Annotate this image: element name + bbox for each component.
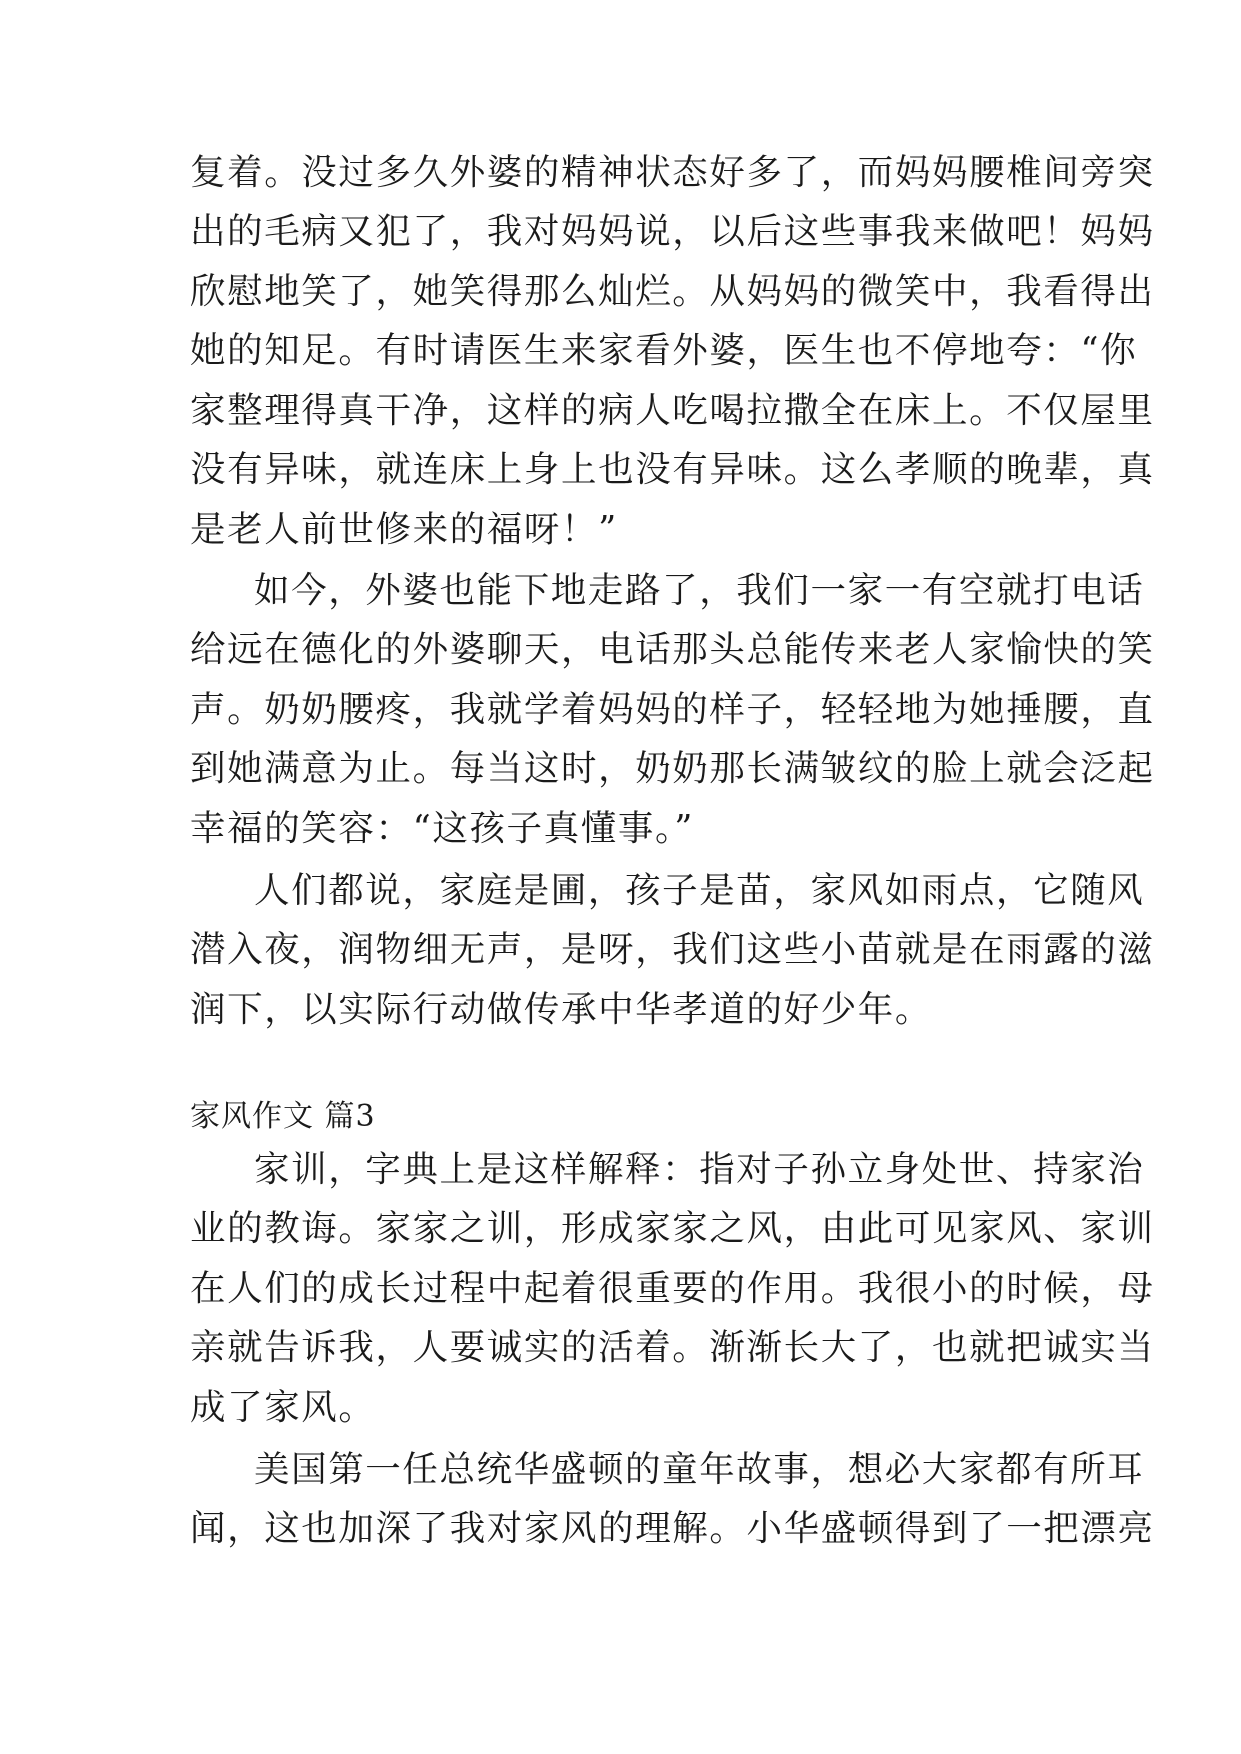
- paragraph-line: 如今，外婆也能下地走路了，我们一家一有空就打电话: [254, 570, 1145, 611]
- paragraph-line: 美国第一任总统华盛顿的童年故事，想必大家都有所耳: [254, 1449, 1145, 1490]
- paragraph-line: 业的教诲。家家之训，形成家家之风，由此可见家风、家训: [190, 1208, 1155, 1249]
- paragraph-line: 在人们的成长过程中起着很重要的作用。我很小的时候，母: [190, 1268, 1155, 1309]
- paragraph-line: 到她满意为止。每当这时，奶奶那长满皱纹的脸上就会泛起: [190, 748, 1155, 789]
- paragraph-line: 人们都说，家庭是圃，孩子是苗，家风如雨点，它随风: [254, 870, 1145, 911]
- paragraph-line: 幸福的笑容：“这孩子真懂事。”: [190, 808, 695, 849]
- paragraph-line: 成了家风。: [190, 1387, 376, 1428]
- paragraph-line: 声。奶奶腰疼，我就学着妈妈的样子，轻轻地为她捶腰，直: [190, 689, 1155, 730]
- paragraph-line: 潜入夜，润物细无声，是呀，我们这些小苗就是在雨露的滋: [190, 929, 1155, 970]
- paragraph-line: 欣慰地笑了，她笑得那么灿烂。从妈妈的微笑中，我看得出: [190, 271, 1155, 312]
- paragraph-line: 家整理得真干净，这样的病人吃喝拉撒全在床上。不仅屋里: [190, 390, 1155, 431]
- section-heading: 家风作文 篇3: [190, 1099, 376, 1134]
- paragraph-line: 给远在德化的外婆聊天，电话那头总能传来老人家愉快的笑: [190, 629, 1155, 670]
- paragraph-line: 闻，这也加深了我对家风的理解。小华盛顿得到了一把漂亮: [190, 1508, 1155, 1549]
- paragraph-line: 是老人前世修来的福呀！”: [190, 509, 618, 550]
- paragraph-line: 没有异味，就连床上身上也没有异味。这么孝顺的晚辈，真: [190, 449, 1155, 490]
- paragraph-line: 润下，以实际行动做传承中华孝道的好少年。: [190, 989, 933, 1030]
- paragraph-line: 她的知足。有时请医生来家看外婆，医生也不停地夸：“你: [190, 330, 1138, 371]
- paragraph-line: 亲就告诉我，人要诚实的活着。渐渐长大了，也就把诚实当: [190, 1327, 1155, 1368]
- paragraph-line: 家训，字典上是这样解释：指对子孙立身处世、持家治: [254, 1149, 1145, 1190]
- paragraph-line: 出的毛病又犯了，我对妈妈说，以后这些事我来做吧！妈妈: [190, 211, 1155, 252]
- paragraph-line: 复着。没过多久外婆的精神状态好多了，而妈妈腰椎间旁突: [190, 152, 1155, 193]
